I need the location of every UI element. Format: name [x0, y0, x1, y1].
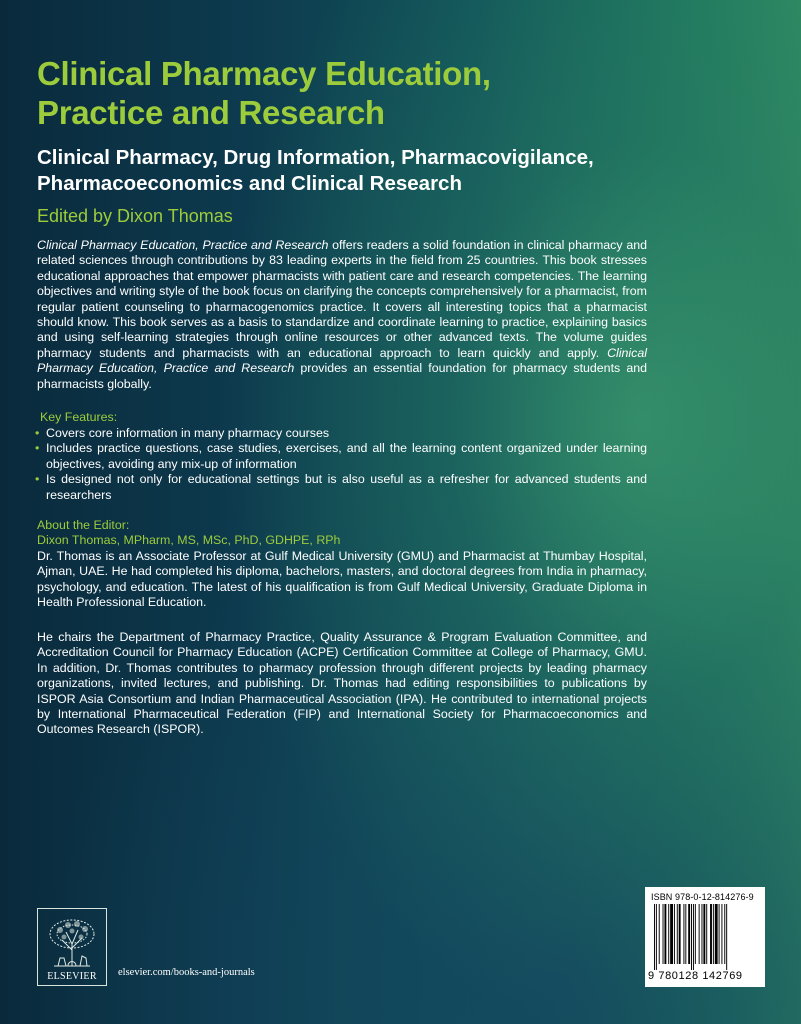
list-item	[35, 441, 647, 472]
barcode-bar	[670, 904, 673, 964]
key-feature-text: Includes practice questions, case studies, exercises, and all the learning content organized under learning objectives, avoiding any mix-up of information	[46, 441, 647, 471]
list-item	[35, 472, 647, 503]
isbn-barcode	[645, 887, 765, 987]
key-feature-text: Is designed not only for educational settings but is also useful as a refresher for advanced students and researchers	[46, 472, 647, 502]
bullet-icon: •	[35, 472, 40, 487]
barcode-bar	[677, 904, 678, 964]
editor-bio-paragraph-1: Dr. Thomas is an Associate Professor at Gulf Medical University (GMU) and Pharmacist at Thumbay Hospital, Ajman, UAE. He had completed his diploma, bachelors, masters, and doctoral degrees from India in pharmacy, psychology, and education. The latest of his qualification is from Gulf Medical University, Graduate Diploma in Health Professional Education.	[37, 549, 647, 610]
elsevier-tree-icon	[44, 914, 100, 972]
isbn-label: ISBN 978-0-12-814276-9	[651, 892, 754, 902]
description-text-2: provides an essential foundation for pharmacy students and pharmacists globally.	[37, 361, 648, 391]
bullet-icon: •	[35, 426, 40, 440]
barcode-bar	[688, 904, 690, 964]
barcode-bar	[683, 904, 684, 964]
barcode-bar	[724, 904, 725, 964]
barcode-bar	[668, 904, 669, 964]
elsevier-logo	[37, 908, 107, 986]
barcode-bar	[679, 904, 681, 964]
barcode-bar	[715, 904, 718, 964]
barcode-bar	[691, 904, 692, 970]
barcode-bar	[719, 904, 720, 964]
edited-by: Edited by Dixon Thomas	[37, 206, 233, 226]
barcode-bar	[726, 904, 727, 970]
book-subtitle-line-1: Clinical Pharmacy, Drug Information, Pharmacovigilance,	[37, 146, 594, 169]
barcode-bar	[699, 904, 700, 964]
book-title-line-1: Clinical Pharmacy Education,	[37, 55, 491, 92]
book-title-line-2: Practice and Research	[37, 94, 385, 131]
description-text-1: offers readers a solid foundation in clinical pharmacy and related sciences through contributions by 83 leading experts in the field from 25 countries. This book stresses educational approaches that empower pharmacists with patient care and research competencies. The learning objectives and writing style of the book focus on clarifying the concepts comprehensively for a pharmacist, from regular patient counseling to pharmacogenomics practice. It covers all interesting topics that a pharmacist should know. This book serves as a basis to standardize and coordinate learning to practice, explaining basics and using self-learning strategies through online resources or other advanced texts. The volume guides pharmacy students and pharmacists with an educational approach to learn quickly and apply.	[37, 238, 647, 360]
barcode-bar	[664, 904, 666, 964]
key-features-list	[35, 426, 647, 503]
barcode-bar	[713, 904, 714, 964]
barcode-bar	[706, 904, 707, 964]
barcode-bar	[702, 904, 703, 964]
key-features-heading: Key Features:	[40, 410, 118, 424]
barcode-bar	[695, 904, 696, 964]
editor-name: Dixon Thomas, MPharm, MS, MSc, PhD, GDHPE, RPh	[37, 533, 341, 547]
barcode-bar	[710, 904, 712, 964]
about-editor-heading: About the Editor:	[37, 518, 130, 532]
book-description	[37, 238, 647, 392]
bullet-icon: •	[35, 441, 40, 456]
description-book-title: Clinical Pharmacy Education, Practice and Research	[37, 238, 329, 252]
book-title	[37, 54, 737, 132]
barcode-bar	[659, 904, 660, 964]
barcode-bar	[656, 904, 657, 970]
book-subtitle	[37, 145, 757, 197]
barcode-bar	[703, 904, 705, 964]
book-subtitle-line-2: Pharmacoeconomics and Clinical Research	[37, 172, 462, 195]
barcode-bar	[674, 904, 675, 964]
list-item	[35, 426, 647, 441]
elsevier-wordmark: ELSEVIER	[47, 971, 97, 982]
barcode-bar	[663, 904, 664, 964]
description-book-title-2: Clinical Pharmacy Education, Practice and Research	[37, 345, 647, 376]
key-feature-text: Covers core information in many pharmacy courses	[46, 426, 330, 440]
editor-bio-paragraph-2: He chairs the Department of Pharmacy Practice, Quality Assurance & Program Evaluation Committee, and Accreditation Council for Pharmacy Education (ACPE) Certification Committee at College of Pharmacy, GMU. In addition, Dr. Thomas contributes to pharmacy profession through different projects by leading pharmacy organizations, invited lectures, and publishing. Dr. Thomas had editing responsibilities to publications by ISPOR Asia Consortium and Indian Pharmaceutical Association (IPA). He contributed to international projects by International Pharmaceutical Federation (FIP) and International Society for Pharmacoeconomics and Outcomes Research (ISPOR).	[37, 630, 647, 737]
barcode-bar	[654, 904, 655, 970]
publisher-url[interactable]: elsevier.com/books-and-journals	[118, 967, 255, 978]
barcode-bar	[685, 904, 686, 964]
barcode-digits: 9 780128 142769	[648, 970, 743, 982]
barcode-bar	[721, 904, 722, 964]
barcode-bar	[693, 904, 694, 970]
barcode-bars	[650, 904, 760, 970]
